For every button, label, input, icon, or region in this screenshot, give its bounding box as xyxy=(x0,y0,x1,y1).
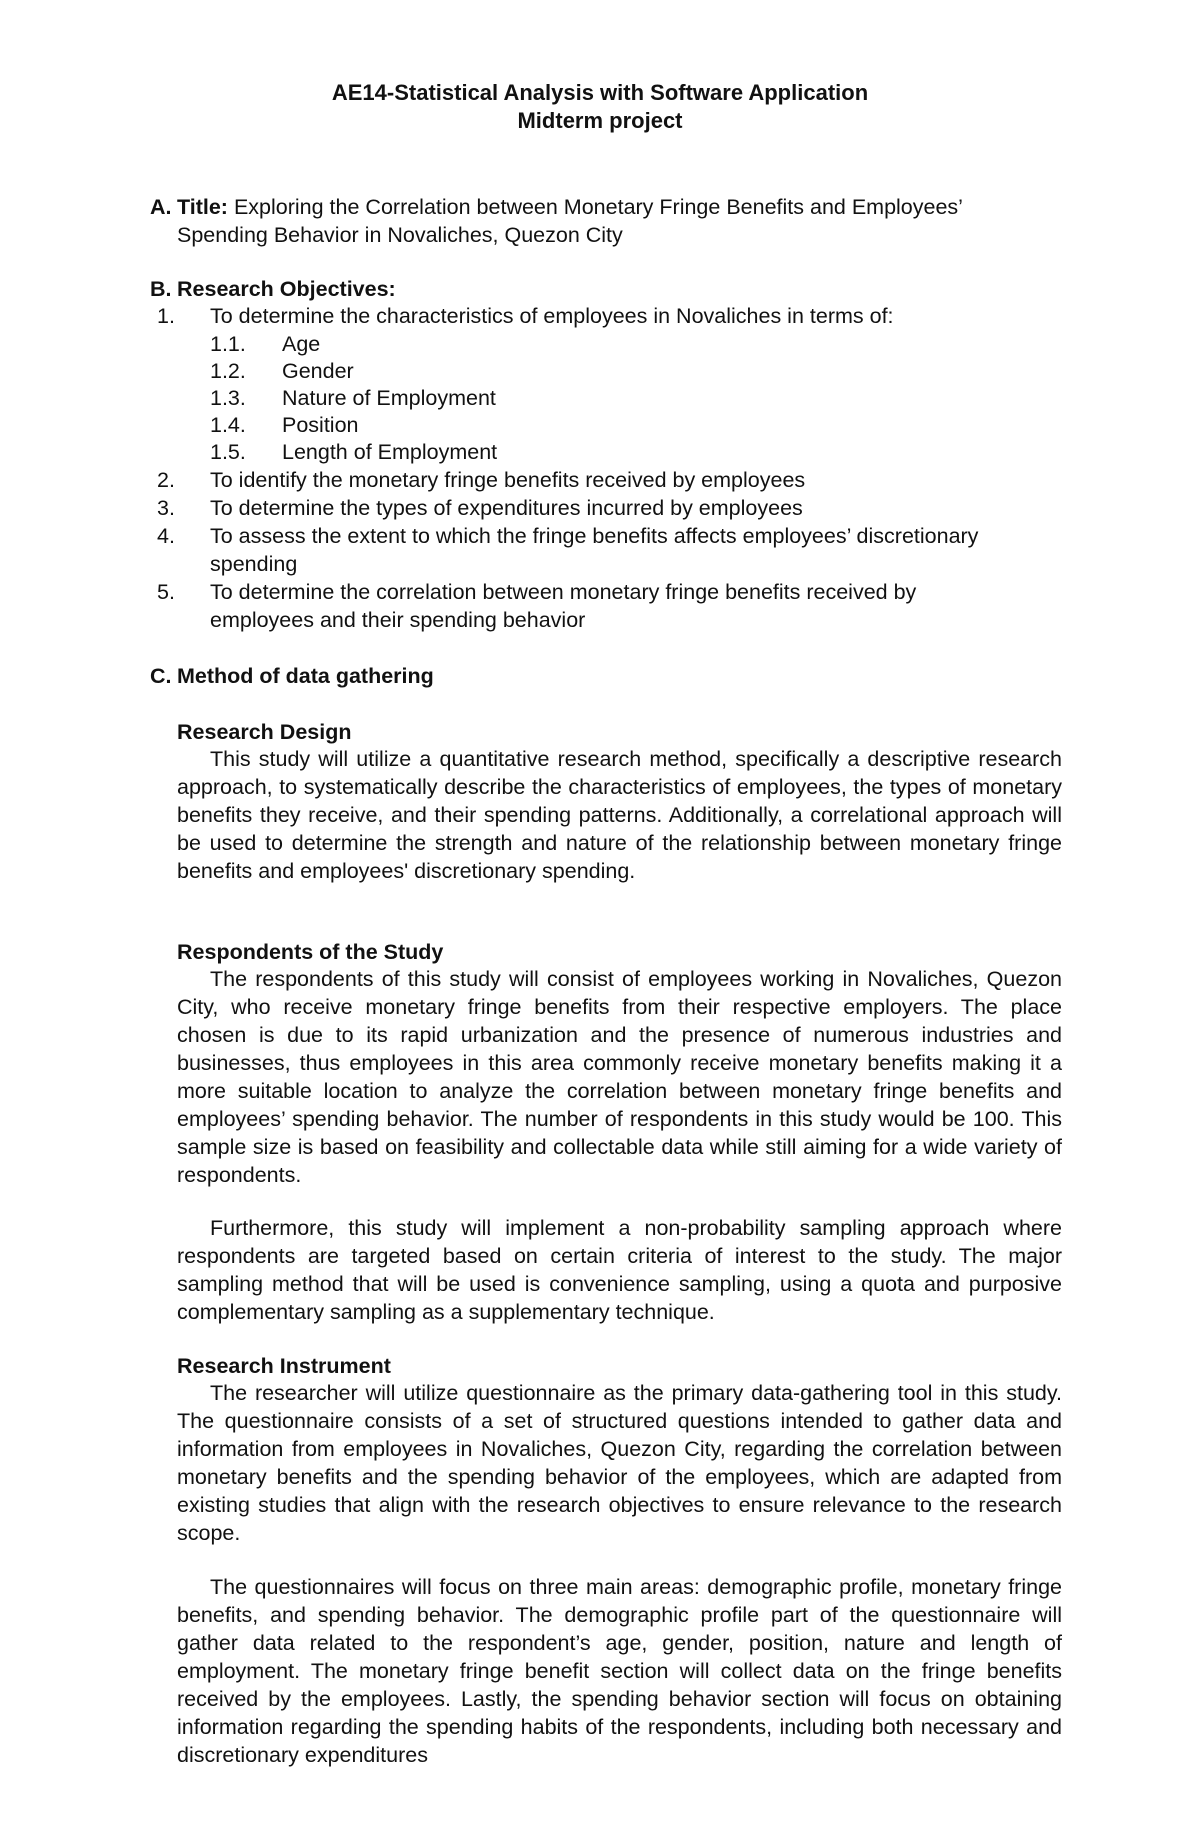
instrument-paragraph-2: The questionnaires will focus on three main areas: demographic profile, monetary fringe benefits, and spending behavior. The demographic profile part of the questionnaire will gather data related to the respondent’s age, gender, position, nature and length of employment. The monetary fringe benefit section will collect data on the fringe benefits received by the employees. Lastly, the spending behavior section will focus on obtaining information regarding the spending habits of the respondents, including both necessary and discretionary expenditures xyxy=(177,1575,1062,1767)
instrument-paragraph-1: The researcher will utilize questionnaire as the primary data-gathering tool in this study. The questionnaire consists of a set of structured questions intended to gather data and information from employees in Novaliches, Quezon City, regarding the correlation between monetary benefits and the spending behavior of the employees, which are adapted from existing studies that align with the research objectives to ensure relevance to the research scope. xyxy=(177,1381,1062,1545)
section-b-heading: Research Objectives: xyxy=(177,277,396,301)
respondents-heading: Respondents of the Study xyxy=(177,940,444,964)
objective-text: To determine the correlation between monetary fringe benefits received by employees and their spending behavior xyxy=(210,580,917,632)
research-design-paragraph: This study will utilize a quantitative research method, specifically a descriptive research approach, to systematically describe the characteristics of employees, the types of monetary benefits they receive, and their spending patterns. Additionally, a correlational approach will be used to determine the strength and nature of the relationship between monetary fringe benefits and employees' discretionary spending. xyxy=(177,747,1062,883)
section-c-letter: C. xyxy=(150,664,172,688)
sub-objective-number: 1.3. xyxy=(210,386,246,410)
sub-objective-number: 1.5. xyxy=(210,440,246,464)
instrument-heading: Research Instrument xyxy=(177,1354,391,1378)
section-b-letter: B. xyxy=(150,277,172,301)
objective-number: 3. xyxy=(157,496,175,520)
section-a-label: Title: xyxy=(177,195,228,219)
objective-number: 2. xyxy=(157,468,175,492)
section-c-heading: Method of data gathering xyxy=(177,664,434,688)
sub-objective-text: Gender xyxy=(282,359,354,383)
objective-number: 4. xyxy=(157,524,175,548)
research-design-heading: Research Design xyxy=(177,720,352,744)
respondents-paragraph-2: Furthermore, this study will implement a non-probability sampling approach where respondents are targeted based on certain criteria of interest to the study. The major sampling method that will be used is convenience sampling, using a quota and purposive complementary sampling as a supplementary technique. xyxy=(177,1216,1062,1324)
objective-text: To identify the monetary fringe benefits received by employees xyxy=(210,468,806,492)
respondents-paragraph-1: The respondents of this study will consist of employees working in Novaliches, Quezon City, who receive monetary fringe benefits from their respective employers. The place chosen is due to its rapid urbanization and the presence of numerous industries and businesses, thus employees in this area commonly receive monetary benefits making it a more suitable location to analyze the correlation between monetary fringe benefits and employees’ spending behavior. The number of respondents in this study would be 100. This sample size is based on feasibility and collectable data while still aiming for a wide variety of respondents. xyxy=(177,967,1062,1187)
sub-objective-text: Position xyxy=(282,413,359,437)
sub-objective-text: Age xyxy=(282,332,321,356)
sub-objective-number: 1.1. xyxy=(210,332,246,356)
sub-objective-number: 1.2. xyxy=(210,359,246,383)
objective-text: To determine the types of expenditures incurred by employees xyxy=(210,496,803,520)
sub-objective-text: Length of Employment xyxy=(282,440,498,464)
sub-objective-number: 1.4. xyxy=(210,413,246,437)
project-subtitle: Midterm project xyxy=(517,108,683,133)
section-a-letter: A. xyxy=(150,195,172,219)
objective-number: 1. xyxy=(157,304,175,328)
objective-text: To assess the extent to which the fringe benefits affects employees’ discretionary spending xyxy=(210,524,979,576)
objective-number: 5. xyxy=(157,580,175,604)
section-a-title-block xyxy=(177,193,1037,249)
section-a-title-text: Exploring the Correlation between Monetary Fringe Benefits and Employees’ Spending Behavior in Novaliches, Quezon City xyxy=(177,195,963,247)
course-title: AE14-Statistical Analysis with Software Application xyxy=(331,80,869,105)
objective-text: To determine the characteristics of employees in Novaliches in terms of: xyxy=(210,304,894,328)
sub-objective-text: Nature of Employment xyxy=(282,386,496,410)
